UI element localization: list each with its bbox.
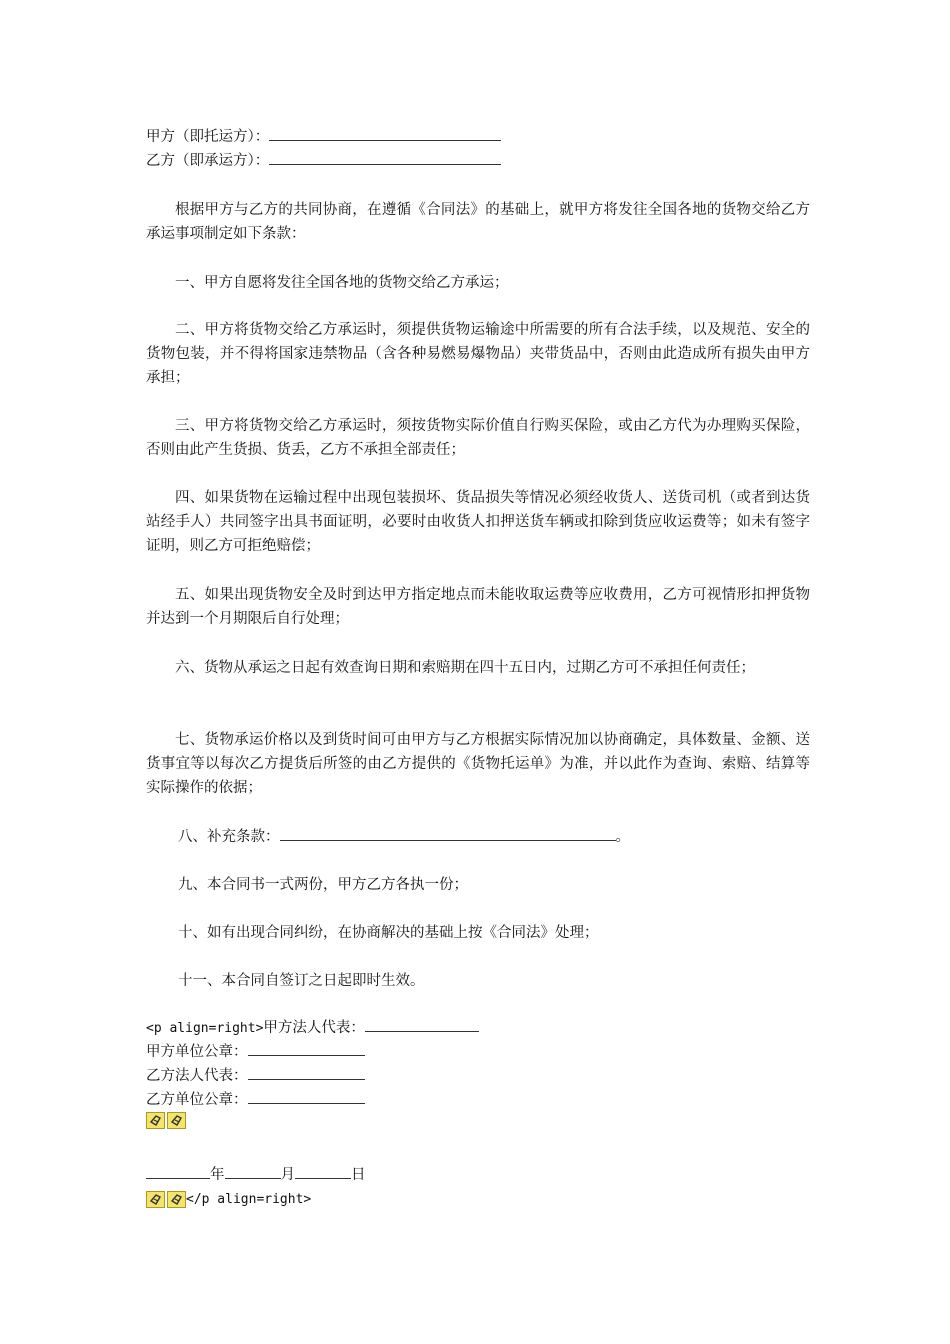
sig-a-rep-line	[146, 1016, 479, 1040]
clause-8-label: 八、补充条款：	[178, 829, 280, 845]
sig-a-seal-label: 甲方单位公章：	[146, 1044, 248, 1060]
clause-8-blank	[280, 826, 616, 841]
sig-a-rep-label: 甲方法人代表：	[263, 1020, 365, 1036]
clause-8	[178, 825, 630, 849]
closing-line	[146, 1187, 311, 1211]
sig-b-seal-blank	[248, 1089, 365, 1104]
clause-4: 四、如果货物在运输过程中出现包装损坏、货品损失等情况必须经收货人、送货司机（或者到达货站经手人）共同签字出具书面证明，必要时由收货人扣押送货车辆或扣除到货应收运费等；如未有签字证明，则乙方可拒绝赔偿；	[146, 490, 810, 554]
clause-9: 九、本合同书一式两份，甲方乙方各执一份；	[178, 877, 468, 893]
year-blank	[146, 1164, 210, 1179]
party-b-blank	[269, 150, 501, 165]
clause-5: 五、如果出现货物安全及时到达甲方指定地点而未能收取运费等应收费用，乙方可视情形扣押货物并达到一个月期限后自行处理；	[146, 587, 810, 627]
clause-2: 二、甲方将货物交给乙方承运时，须提供货物运输途中所需要的所有合法手续，以及规范、安全的货物包装，并不得将国家违禁物品（含各种易燃易爆物品）夹带货品中，否则由此造成所有损失由甲方承担；	[146, 322, 810, 386]
day-blank	[295, 1164, 351, 1179]
month-label: 月	[280, 1167, 295, 1183]
raw-html-tag-open: <p align=right>	[146, 1021, 264, 1036]
broken-image-icon	[146, 1191, 165, 1208]
day-label: 日	[351, 1167, 366, 1183]
raw-html-tag-close: </p align=right>	[186, 1192, 312, 1207]
party-a-label: 甲方（即托运方）：	[146, 129, 270, 145]
clause-3: 三、甲方将货物交给乙方承运时，须按货物实际价值自行购买保险，或由乙方代为办理购买保险，否则由此产生货损、货丢，乙方不承担全部责任；	[146, 418, 810, 458]
year-label: 年	[210, 1167, 225, 1183]
date-line	[146, 1163, 366, 1187]
sig-b-rep-label: 乙方法人代表：	[146, 1068, 248, 1084]
sig-b-seal-label: 乙方单位公章：	[146, 1092, 248, 1108]
sig-a-seal-blank	[248, 1041, 365, 1056]
broken-image-icon	[167, 1191, 186, 1208]
clause-11: 十一、本合同自签订之日起即时生效。	[178, 973, 425, 989]
broken-image-icon	[167, 1112, 186, 1129]
party-a-blank	[269, 126, 501, 141]
intro-paragraph: 根据甲方与乙方的共同协商，在遵循《合同法》的基础上，就甲方将发往全国各地的货物交给乙方承运事项制定如下条款：	[146, 202, 810, 242]
clause-7: 七、货物承运价格以及到货时间可由甲方与乙方根据实际情况加以协商确定，具体数量、金额、送货事宜等以每次乙方提货后所签的由乙方提供的《货物托运单》为准，并以此作为查询、索赔、结算等实际操作的依据；	[146, 732, 810, 796]
clause-1: 一、甲方自愿将发往全国各地的货物交给乙方承运；	[175, 275, 509, 291]
sig-b-rep-line	[146, 1064, 365, 1088]
party-b-line	[146, 149, 501, 173]
clause-10: 十、如有出现合同纠纷，在协商解决的基础上按《合同法》处理；	[178, 925, 599, 941]
sig-a-rep-blank	[365, 1017, 479, 1032]
party-a-line	[146, 125, 501, 149]
broken-image-icon	[146, 1112, 165, 1129]
clause-8-end: 。	[615, 829, 630, 845]
sig-a-seal-line	[146, 1040, 365, 1064]
party-b-label: 乙方（即承运方）：	[146, 153, 270, 169]
sig-b-rep-blank	[248, 1065, 365, 1080]
sig-b-seal-line	[146, 1088, 365, 1112]
broken-image-icons-1	[146, 1112, 186, 1130]
clause-6: 六、货物从承运之日起有效查询日期和索赔期在四十五日内，过期乙方可不承担任何责任；	[175, 660, 755, 676]
broken-image-icons-2	[146, 1191, 186, 1208]
month-blank	[225, 1164, 281, 1179]
